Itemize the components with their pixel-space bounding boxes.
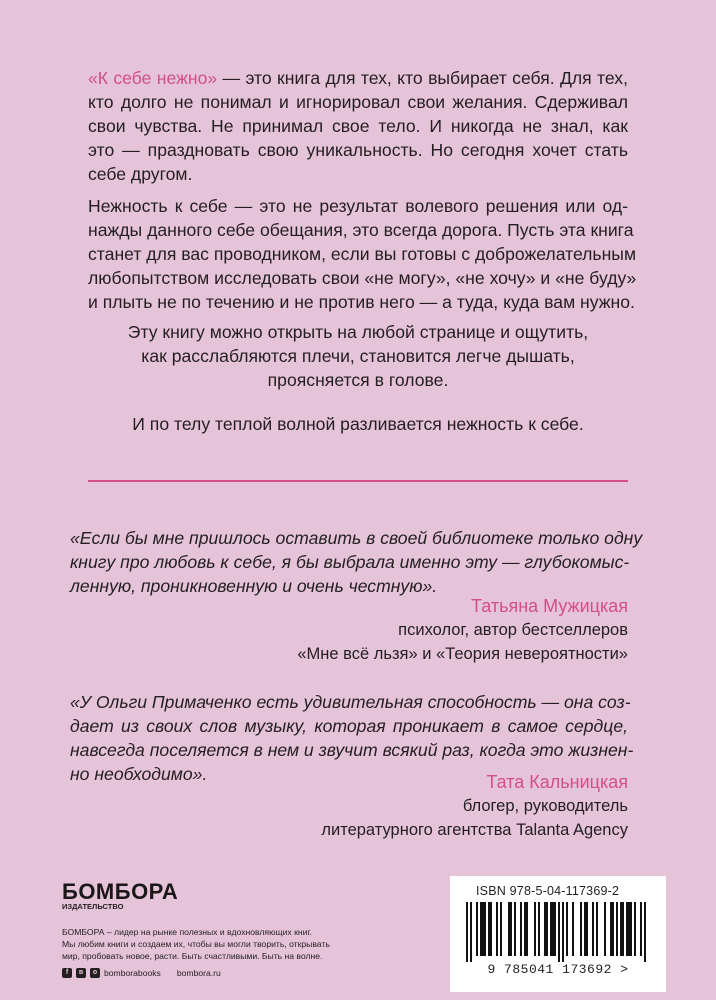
quote-line: ленную, проникновенную и очень честную». bbox=[70, 576, 438, 596]
barcode-bar bbox=[500, 902, 502, 956]
barcode-bar bbox=[566, 902, 568, 956]
barcode-bar bbox=[584, 902, 588, 956]
review-attribution-2 bbox=[0, 770, 716, 842]
quote-line: но необходимо». bbox=[70, 764, 208, 784]
barcode-bar bbox=[616, 902, 618, 956]
blurb-paragraph-2 bbox=[0, 194, 716, 314]
blurb-paragraph-1 bbox=[0, 66, 716, 186]
review-author-role: блогер, руководитель bbox=[462, 797, 628, 815]
blurb-line: нажды данного себе обещания, это всегда дорога. Пусть эта книга bbox=[88, 220, 634, 240]
barcode-bar bbox=[480, 902, 486, 956]
barcode-digits: 9 785041 173692 > bbox=[487, 962, 629, 977]
social-handle: bomborabooks bbox=[104, 968, 161, 978]
barcode-bar bbox=[476, 902, 478, 956]
barcode-bar bbox=[514, 902, 516, 956]
barcode-bar bbox=[496, 902, 498, 956]
barcode-bar bbox=[596, 902, 598, 956]
ok-icon: о bbox=[90, 968, 100, 978]
blurb-line: себе другом. bbox=[88, 164, 193, 184]
quote-line: навсегда поселяется в нем и звучит всякий раз, когда это жизнен- bbox=[70, 740, 634, 760]
blurb-line: Нежность к себе — это не результат волевого решения или од- bbox=[88, 196, 628, 216]
quote-line: дает из своих слов музыку, которая проникает в самое сердце, bbox=[70, 716, 628, 736]
barcode-bars bbox=[462, 902, 654, 962]
blurb-line: кто долго не понимал и игнорировал свои желания. Сдерживал bbox=[88, 92, 628, 112]
barcode-bar bbox=[580, 902, 582, 956]
barcode-bar bbox=[538, 902, 540, 956]
quote-line: книгу про любовь к себе, я бы выбрала именно эту — глубокомыс- bbox=[70, 552, 630, 572]
barcode-bar bbox=[562, 902, 564, 962]
review-quote-1 bbox=[0, 526, 716, 598]
barcode-bar bbox=[488, 902, 492, 956]
publisher-description-line: БОМБОРА – лидер на рынке полезных и вдохновляющих книг. bbox=[62, 927, 312, 937]
barcode-bar bbox=[644, 902, 646, 962]
publisher-logo-subtitle: ИЗДАТЕЛЬСТВО bbox=[62, 902, 124, 911]
barcode-bar bbox=[466, 902, 468, 962]
barcode-bar bbox=[620, 902, 624, 956]
review-attribution-1 bbox=[0, 594, 716, 666]
publisher-site: bombora.ru bbox=[176, 968, 221, 978]
barcode-bar bbox=[626, 902, 632, 956]
publisher-socials bbox=[62, 968, 392, 978]
barcode-bar bbox=[592, 902, 594, 956]
barcode-bar bbox=[640, 902, 642, 956]
barcode-bar bbox=[634, 902, 636, 956]
barcode-bar bbox=[610, 902, 614, 956]
quote-line: «Если бы мне пришлось оставить в своей библиотеке только одну bbox=[70, 528, 643, 548]
blurb-paragraph-3 bbox=[0, 320, 716, 392]
barcode-bar bbox=[558, 902, 560, 962]
isbn-label: ISBN 978-5-04-117369-2 bbox=[476, 884, 620, 898]
blurb-line: свои чувства. Не принимал свое тело. И никогда не знал, как bbox=[88, 116, 628, 136]
barcode-bar bbox=[604, 902, 606, 956]
review-author: Тата Кальницкая bbox=[486, 772, 628, 792]
blurb-line: это — праздновать свою уникальность. Но сегодня хочет стать bbox=[88, 140, 628, 160]
blurb-line: «К себе нежно» — это книга для тех, кто выбирает себя. Для тех, bbox=[88, 68, 628, 88]
barcode-bar bbox=[520, 902, 522, 956]
blurb-line: И по телу теплой волной разливается нежность к себе. bbox=[132, 414, 584, 434]
quote-line: «У Ольги Примаченко есть удивительная способность — она соз- bbox=[70, 692, 631, 712]
barcode-bar bbox=[534, 902, 536, 956]
barcode-box bbox=[450, 876, 666, 992]
section-divider bbox=[88, 480, 628, 482]
publisher-description bbox=[62, 926, 392, 962]
publisher-block bbox=[62, 880, 392, 978]
review-author-role: психолог, автор бестселлеров bbox=[398, 621, 628, 639]
blurb-line: любопытством исследовать свои «не могу», «не хочу» и «не буду» bbox=[88, 268, 637, 288]
barcode-bar bbox=[524, 902, 528, 956]
barcode-bar bbox=[544, 902, 548, 956]
review-author: Татьяна Мужицкая bbox=[471, 596, 628, 616]
blurb-line: проясняется в голове. bbox=[267, 370, 449, 390]
blurb-paragraph-4 bbox=[0, 412, 716, 436]
barcode-bar bbox=[508, 902, 512, 956]
review-author-role: литературного агентства Talanta Agency bbox=[321, 821, 628, 839]
book-title-quote: «К себе нежно» bbox=[88, 68, 218, 88]
blurb-line: Эту книгу можно открыть на любой странице и ощутить, bbox=[127, 322, 589, 342]
barcode-bar bbox=[470, 902, 472, 962]
barcode-bar bbox=[572, 902, 574, 956]
publisher-description-line: мир, пробовать новое, расти. Быть счастливыми. Быть на волне. bbox=[62, 951, 323, 961]
publisher-logo: БОМБОРА bbox=[62, 879, 179, 904]
publisher-description-line: Мы любим книги и создаем их, чтобы вы могли творить, открывать bbox=[62, 939, 330, 949]
blurb-line: как расслабляются плечи, становится легче дышать, bbox=[141, 346, 575, 366]
blurb-line: станет для вас проводником, если вы готовы с доброжелательным bbox=[88, 244, 637, 264]
vk-icon: в bbox=[76, 968, 86, 978]
blurb-line: и плыть не по течению и не против него — а туда, куда вам нужно. bbox=[88, 292, 635, 312]
facebook-icon: f bbox=[62, 968, 72, 978]
barcode-bar bbox=[550, 902, 556, 956]
review-author-role: «Мне всё льзя» и «Теория невероятности» bbox=[297, 645, 628, 663]
